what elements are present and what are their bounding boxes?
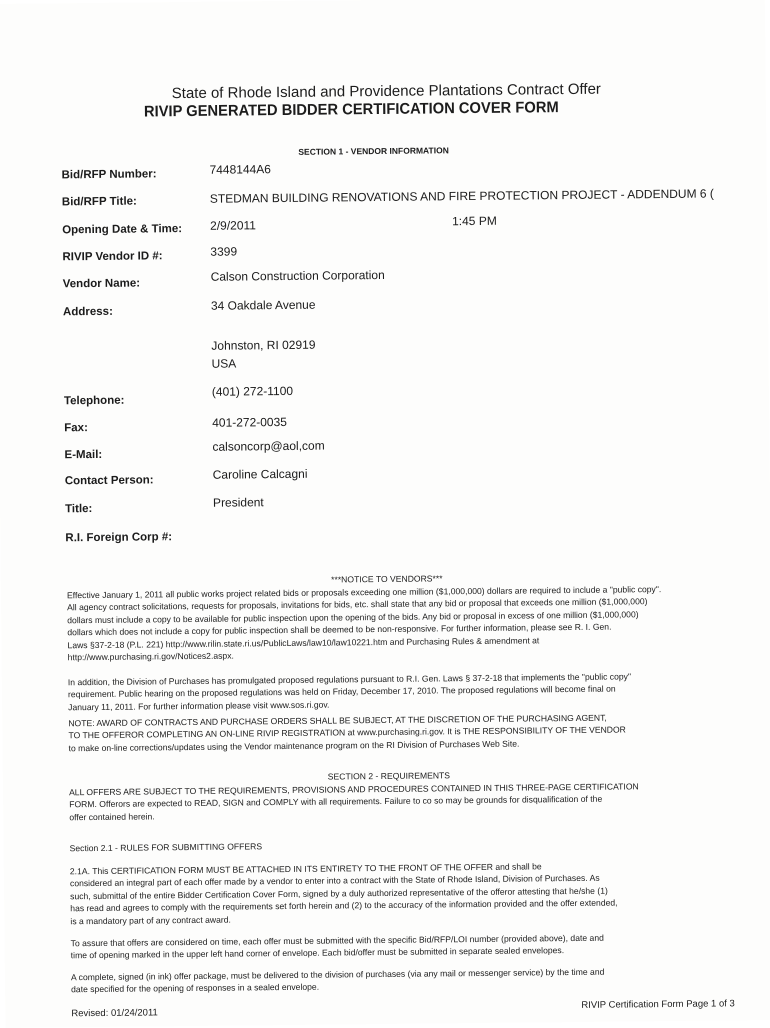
vendor-id-value: 3399 — [210, 244, 238, 259]
bid-title-label: Bid/RFP Title: — [61, 195, 137, 209]
text-line: Effective January 1, 2011 all public works project related bids or proposals exceeding one million ($1,000,000) dollars are required to include a "public copy". — [66, 584, 662, 601]
section2-1-heading: Section 2.1 - RULES FOR SUBMITTING OFFERS — [69, 841, 263, 854]
notice-para2 — [68, 669, 748, 713]
document-title: State of Rhode Island and Providence Plantations Contract Offer — [171, 80, 601, 103]
page-number: RIVIP Certification Form Page 1 of 3 — [581, 998, 735, 1011]
email-value: calsoncorp@aol,com — [212, 438, 325, 454]
notice-heading: ***NOTICE TO VENDORS*** — [331, 573, 443, 585]
text-line: January 11, 2011. For further information please visit www.sos.ri.gov. — [68, 699, 330, 713]
text-line: In addition, the Division of Purchases has promulgated proposed regulations pursuant to R.I. Gen. Laws § 37-2-18 that implements the "public copy" — [67, 671, 632, 688]
opening-label: Opening Date & Time: — [62, 223, 183, 237]
text-line: date specified for the opening of responses in a sealed envelope. — [71, 982, 320, 995]
text-line: considered an integral part of each offer made by a vendor to enter into a contract with the State of Rhode Island, Division of Purchases. As — [69, 873, 600, 889]
text-line: dollars which does not include a copy for public inspection shall be deemed to be non-responsive. For further information, please see R. I. Gen. — [67, 621, 612, 638]
text-line: http://www.purchasing.ri.gov/Notices2.aspx. — [67, 650, 234, 663]
opening-date-value: 2/9/2011 — [210, 218, 257, 233]
revised-date: Revised: 01/24/2011 — [71, 1007, 158, 1020]
title-value: President — [212, 495, 264, 510]
telephone-value: (401) 272-1100 — [211, 383, 294, 399]
rule-2-1a — [70, 858, 751, 927]
text-line: Laws §37-2-18 (P.L. 221) http://www.rilin.state.ri.us/PublicLaws/law10/law10221.htm and Purchasing Rules & amendment at — [67, 634, 540, 650]
text-line: time of opening marked in the upper left hand corner of envelope. Each bid/offer must be submitted in separate sealed envelopes. — [70, 945, 565, 961]
text-line: TO THE OFFEROR COMPLETING AN ON-LINE RIVIP REGISTRATION at www.purchasing.ri.gov. It is THE RESPONSIBILITY OF THE VENDOR — [68, 724, 626, 741]
package-paragraph — [71, 964, 751, 996]
address-line1: 34 Oakdale Avenue — [210, 297, 316, 313]
section1-heading: SECTION 1 - VENDOR INFORMATION — [298, 145, 449, 157]
address-line2: Johnston, RI 02919 — [211, 337, 316, 353]
text-line: offer contained herein. — [69, 811, 155, 823]
text-line: All agency contract solicitations, requests for proposals, invitations for bids, etc. shall state that any bid or proposal that exceeds one million ($1,000,000) — [67, 596, 648, 613]
vendor-name-value: Calson Construction Corporation — [210, 267, 385, 284]
email-label: E-Mail: — [64, 448, 103, 462]
text-line: dollars must include a copy to be available for public inspection upon the opening of the bids. Any bid or proposal in excess of one million ($1,000,000) — [67, 609, 639, 626]
text-line: FORM. Offerors are expected to READ, SIGN and COMPLY with all requirements. Failure to co so may be grounds for disqualification of the — [69, 794, 603, 810]
on-time-paragraph — [71, 930, 751, 962]
text-line: such, submittal of the entire Bidder Certification Cover Form, signed by a duly authorized representative of the offeror attesting that he/she (1) — [70, 885, 608, 902]
text-line: to make on-line corrections/updates using the Vendor maintenance program on the RI Division of Purchases Web Site. — [68, 738, 520, 754]
contact-value: Caroline Calcagni — [212, 466, 308, 482]
contact-label: Contact Person: — [64, 474, 154, 488]
opening-time-value: 1:45 PM — [452, 213, 497, 229]
text-line: NOTE: AWARD OF CONTRACTS AND PURCHASE ORDERS SHALL BE SUBJECT, AT THE DISCRETION OF THE PURCHASING AGENT, — [68, 712, 607, 729]
text-line: A complete, signed (in ink) offer package, must be delivered to the division of purchases (via any mail or messenger service) by the time and — [70, 966, 605, 983]
foreign-corp-label: R.I. Foreign Corp #: — [65, 531, 173, 545]
bid-number-value: 7448144A6 — [209, 162, 272, 177]
vendor-name-label: Vendor Name: — [62, 277, 141, 291]
address-line3: USA — [211, 356, 237, 371]
address-label: Address: — [62, 305, 113, 319]
notice-para3 — [68, 710, 748, 754]
bid-number-label: Bid/RFP Number: — [61, 168, 157, 182]
fax-value: 401-272-0035 — [212, 414, 287, 430]
bid-title-value: STEDMAN BUILDING RENOVATIONS AND FIRE PROTECTION PROJECT - ADDENDUM 6 ( — [209, 186, 714, 206]
text-line: requirement. Public hearing on the proposed regulations was held on Friday, December 17, 2010. The proposed regulations will become final on — [67, 683, 616, 700]
telephone-label: Telephone: — [63, 394, 125, 408]
text-line: is a mandatory part of any contract award. — [70, 914, 231, 926]
text-line: ALL OFFERS ARE SUBJECT TO THE REQUIREMENTS, PROVISIONS AND PROCEDURES CONTAINED IN THIS THREE-PAGE CERTIFICATION — [68, 781, 639, 798]
section2-intro — [69, 779, 749, 823]
text-line: To assure that offers are considered on time, each offer must be submitted with the specific Bid/RFP/LOI number (provided above), date and — [70, 932, 604, 949]
vendor-id-label: RIVIP Vendor ID #: — [62, 250, 163, 264]
text-line: has read and agrees to comply with the requirements set forth herein and (2) to the accuracy of the information provided and the offer extended, — [70, 897, 618, 914]
title-label: Title: — [65, 503, 93, 516]
text-line: 2.1A. This CERTIFICATION FORM MUST BE ATTACHED IN ITS ENTIRETY TO THE FRONT OF THE OFFER and shall be — [69, 861, 542, 877]
form-title: RIVIP GENERATED BIDDER CERTIFICATION COVER FORM — [143, 99, 559, 121]
fax-label: Fax: — [64, 422, 88, 435]
notice-para1 — [67, 582, 748, 664]
section2-heading: SECTION 2 - REQUIREMENTS — [327, 770, 451, 782]
